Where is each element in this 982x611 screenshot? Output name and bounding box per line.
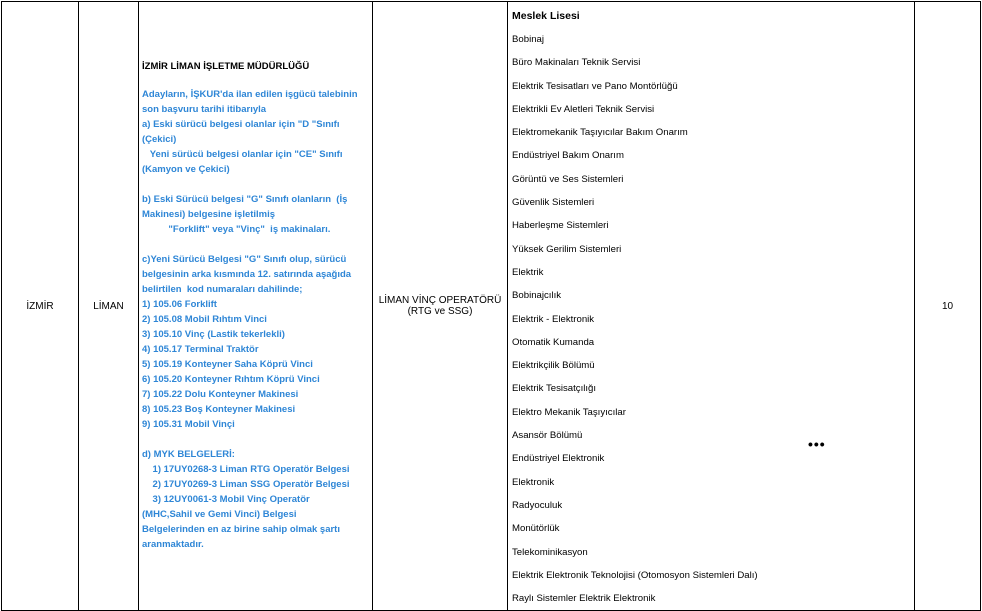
school-item: Yüksek Gerilim Sistemleri bbox=[512, 243, 622, 255]
school-item: Asansör Bölümü bbox=[512, 430, 583, 442]
requirements-text bbox=[142, 87, 368, 552]
requirement-line: 5) 105.19 Konteyner Saha Köprü Vinci bbox=[142, 358, 313, 370]
requirement-line: Yeni sürücü belgesi olanlar için "CE" Sınıfı bbox=[142, 148, 343, 160]
school-item: Endüstriyel Elektronik bbox=[512, 453, 605, 465]
school-item: Elektrik bbox=[512, 266, 544, 278]
school-item: Elektrik Elektronik Teknolojisi (Otomosyon Sistemleri Dalı) bbox=[512, 569, 758, 581]
requirement-line: a) Eski sürücü belgesi olanlar için "D "Sınıfı bbox=[142, 118, 340, 130]
requirement-line: aranmaktadır. bbox=[142, 538, 204, 550]
requirement-line: Makinesi) belgesine işletilmiş bbox=[142, 208, 276, 220]
school-item: Radyoculuk bbox=[512, 499, 563, 511]
requirement-line: (Çekici) bbox=[142, 133, 177, 145]
requirement-line: Belgelerinden en az birine sahip olmak şartı bbox=[142, 523, 340, 535]
employer-title: İZMİR LİMAN İŞLETME MÜDÜRLÜĞÜ bbox=[142, 60, 310, 72]
requirement-line: son başvuru tarihi itibarıyla bbox=[142, 103, 267, 115]
school-item: Elektronik bbox=[512, 476, 555, 488]
school-list bbox=[508, 2, 914, 610]
more-ellipsis: ••• bbox=[808, 436, 826, 452]
school-item: Bobinaj bbox=[512, 34, 545, 45]
requirement-line bbox=[142, 177, 368, 192]
requirement-line: 3) 105.10 Vinç (Lastik tekerlekli) bbox=[142, 328, 285, 340]
position-cell bbox=[373, 2, 508, 611]
requirement-line: 6) 105.20 Konteyner Rıhtım Köprü Vinci bbox=[142, 373, 320, 385]
count-cell: 10 bbox=[915, 2, 981, 611]
requirement-line: b) Eski Sürücü belgesi "G" Sınıfı olanların (İş bbox=[142, 193, 348, 205]
school-item: Elektrikli Ev Aletleri Teknik Servisi bbox=[512, 103, 655, 115]
table-row bbox=[2, 2, 981, 611]
sector-cell: LİMAN bbox=[79, 2, 139, 611]
school-item: Güvenlik Sistemleri bbox=[512, 197, 595, 209]
schools-header: Meslek Lisesi bbox=[512, 10, 580, 22]
school-item: Elektrik - Elektronik bbox=[512, 313, 595, 325]
requirement-line: 4) 105.17 Terminal Traktör bbox=[142, 343, 259, 355]
requirement-line: 8) 105.23 Boş Konteyner Makinesi bbox=[142, 403, 296, 415]
requirement-line: Adayların, İŞKUR'da ilan edilen işgücü talebinin bbox=[142, 88, 358, 100]
school-item: Elektrik Tesisatları ve Pano Montörlüğü bbox=[512, 80, 678, 92]
requirement-line: 9) 105.31 Mobil Vinçi bbox=[142, 418, 235, 430]
requirement-line: belirtilen kod numaraları dahilinde; bbox=[142, 283, 303, 295]
requirement-line: "Forklift" veya "Vinç" iş makinaları. bbox=[142, 223, 331, 235]
city-cell: İZMİR bbox=[2, 2, 79, 611]
school-item: Elektrikçilik Bölümü bbox=[512, 360, 595, 372]
school-item: Elektrik Tesisatçılığı bbox=[512, 383, 597, 395]
school-item: Elektro Mekanik Taşıyıcılar bbox=[512, 406, 626, 418]
position-subtitle: (RTG ve SSG) bbox=[407, 306, 473, 318]
requirement-line bbox=[142, 432, 368, 447]
school-item: Görüntü ve Ses Sistemleri bbox=[512, 173, 624, 185]
requirement-line: c)Yeni Sürücü Belgesi "G" Sınıfı olup, sürücü bbox=[142, 253, 347, 265]
requirement-line: 2) 105.08 Mobil Rıhtım Vinci bbox=[142, 313, 267, 325]
requirement-line: 1) 105.06 Forklift bbox=[142, 298, 217, 310]
requirement-line: d) MYK BELGELERİ: bbox=[142, 448, 235, 460]
position-title: LİMAN VİNÇ OPERATÖRÜ bbox=[378, 295, 502, 307]
school-item: Endüstriyel Bakım Onarım bbox=[512, 150, 624, 162]
school-item: Raylı Sistemler Elektrik Elektronik bbox=[512, 593, 656, 605]
school-item: Bobinajcılık bbox=[512, 290, 562, 302]
requirement-line: 3) 12UY0061-3 Mobil Vinç Operatör bbox=[142, 493, 310, 505]
school-item: Haberleşme Sistemleri bbox=[512, 220, 609, 232]
school-item: Telekominikasyon bbox=[512, 546, 588, 558]
school-item: Otomatik Kumanda bbox=[512, 336, 595, 348]
requirement-line bbox=[142, 237, 368, 252]
requirement-line: 1) 17UY0268-3 Liman RTG Operatör Belgesi bbox=[142, 463, 350, 475]
requirement-line: belgesinin arka kısmında 12. satırında aşağıda bbox=[142, 268, 352, 280]
school-item: Monütörlük bbox=[512, 523, 560, 535]
requirement-line: 7) 105.22 Dolu Konteyner Makinesi bbox=[142, 388, 299, 400]
requirement-line: (MHC,Sahil ve Gemi Vinci) Belgesi bbox=[142, 508, 297, 520]
description-cell bbox=[139, 2, 373, 611]
requirement-line: (Kamyon ve Çekici) bbox=[142, 163, 230, 175]
school-item: Elektromekanik Taşıyıcılar Bakım Onarım bbox=[512, 127, 688, 139]
job-table bbox=[1, 1, 981, 611]
school-item: Büro Makinaları Teknik Servisi bbox=[512, 57, 641, 69]
schools-cell bbox=[508, 2, 915, 611]
requirement-line: 2) 17UY0269-3 Liman SSG Operatör Belgesi bbox=[142, 478, 350, 490]
